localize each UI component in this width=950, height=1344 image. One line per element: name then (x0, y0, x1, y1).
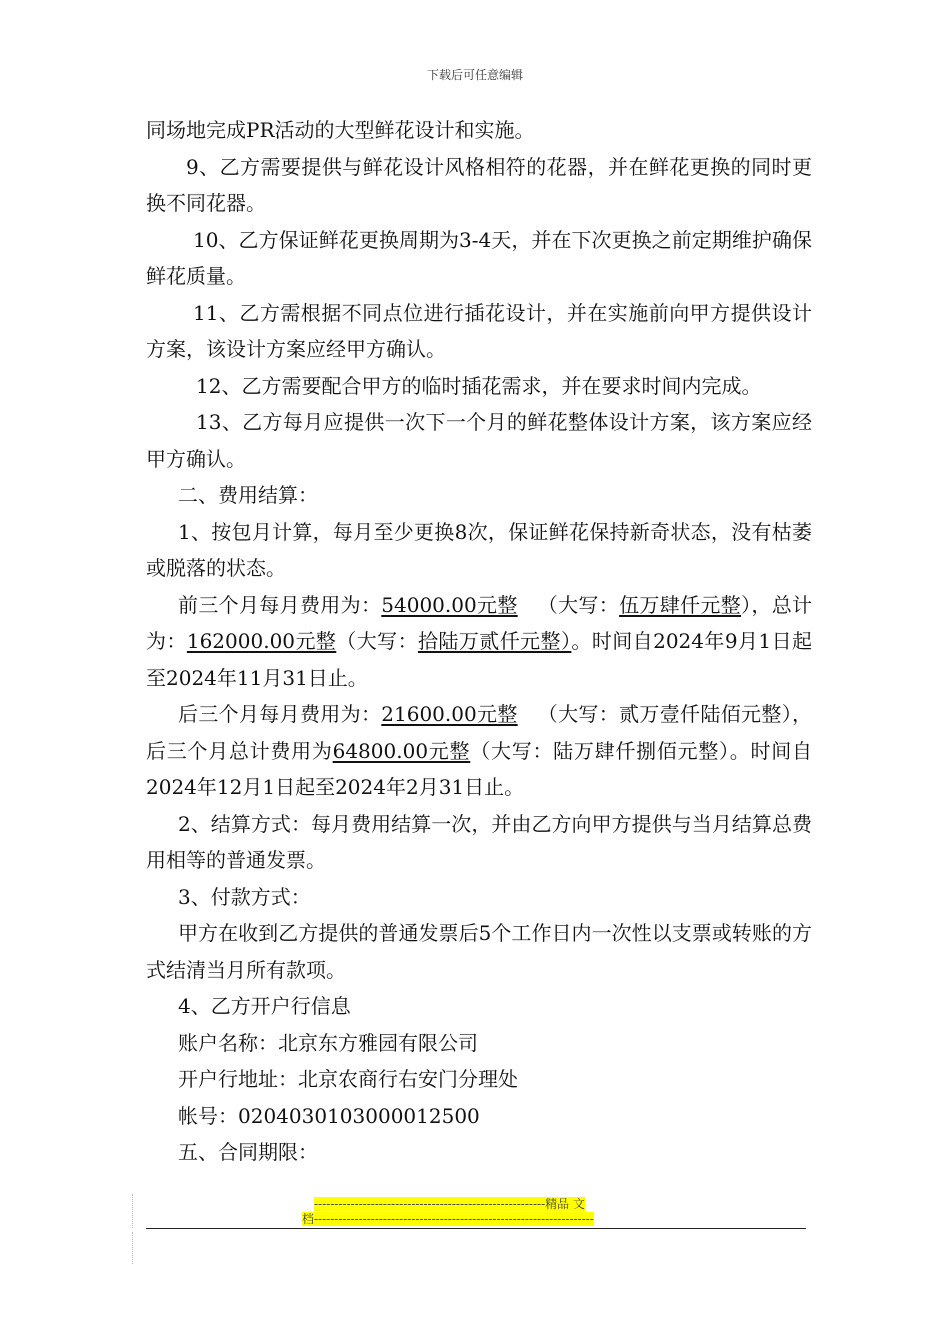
paragraph-settlement-method: 2、结算方式：每月费用结算一次，并由乙方向甲方提供与当月结算总费用相等的普通发票。 (146, 811, 812, 872)
footer-divider (146, 1228, 806, 1229)
paragraph-monthly-billing: 1、按包月计算，每月至少更换8次，保证鲜花保持新奇状态，没有枯萎或脱落的状态。 (146, 519, 812, 580)
monthly-fee-amount: 21600.00元整 (381, 702, 518, 726)
paragraph-bank-info-heading: 4、乙方开户行信息 (178, 994, 351, 1018)
total-fee-amount: 64800.00元整 (332, 738, 471, 763)
paragraph-first-quarter-fee (146, 587, 812, 697)
paragraph-payment-detail: 甲方在收到乙方提供的普通发票后5个工作日内一次性以支票或转账的方式结清当月所有款项。 (146, 921, 812, 982)
period-text: （大写：陆万肆仟捌佰元整）。时间自2024年12月1日起至2024年2月31日止。 (146, 738, 812, 799)
paragraph-item-13: 13、乙方每月应提供一次下一个月的鲜花整体设计方案，该方案应经甲方确认。 (146, 410, 812, 471)
paragraph-item-11: 11、乙方需根据不同点位进行插花设计，并在实施前向甲方提供设计方案，该设计方案应经甲方确认。 (146, 300, 812, 361)
section-heading-contract-term: 五、合同期限： (178, 1140, 318, 1164)
paragraph-item-9: 9、乙方需要提供与鲜花设计风格相符的花器，并在鲜花更换的同时更换不同花器。 (146, 154, 812, 215)
monthly-fee-capital: 伍万肆仟元整 (619, 592, 742, 617)
paragraph-payment-method: 3、付款方式： (178, 884, 311, 909)
paragraph-last-quarter-fee (146, 696, 812, 806)
fee-label: 前三个月每月费用为： (178, 592, 382, 617)
footer-watermark-line-2: 档--------------------------------------------------------------------- (302, 1212, 594, 1226)
total-fee-capital: 拾陆万贰仟元整） (418, 629, 572, 653)
period-text: 。时间自2024年9月1日起至2024年11月31日止。 (146, 629, 813, 690)
account-name: 账户名称：北京东方雅园有限公司 (178, 1030, 478, 1055)
paragraph-item-10: 10、乙方保证鲜花更换周期为3-4天，并在下次更换之前定期维护确保鲜花质量。 (146, 227, 812, 288)
account-number: 帐号：0204030103000012500 (178, 1103, 480, 1128)
capital-and-total-text: （大写：贰万壹仟陆佰元整），后三个月总计费用为 (146, 702, 813, 763)
bank-address: 开户行地址：北京农商行右安门分理处 (178, 1067, 518, 1091)
total-fee-amount: 162000.00元整 (186, 629, 337, 653)
footer-watermark-line-1: ---------------------------------------------------------精品 文 (314, 1197, 585, 1211)
total-label: ），总计为： (146, 592, 813, 653)
monthly-fee-amount: 54000.00元整 (381, 592, 518, 617)
margin-marker (132, 1194, 133, 1228)
fee-label: 后三个月每月费用为： (178, 702, 382, 726)
document-body (146, 112, 812, 1171)
margin-marker (132, 1232, 133, 1264)
page-header-note: 下载后可任意编辑 (426, 68, 523, 82)
section-heading-fee-settlement: 二、费用结算： (178, 483, 318, 507)
capital-label-2: （大写： (336, 629, 418, 653)
paragraph-item-12: 12、乙方需要配合甲方的临时插花需求，并在要求时间内完成。 (196, 373, 762, 398)
capital-label: （大写： (537, 592, 620, 617)
paragraph-line-1: 同场地完成PR活动的大型鲜花设计和实施。 (146, 118, 535, 142)
